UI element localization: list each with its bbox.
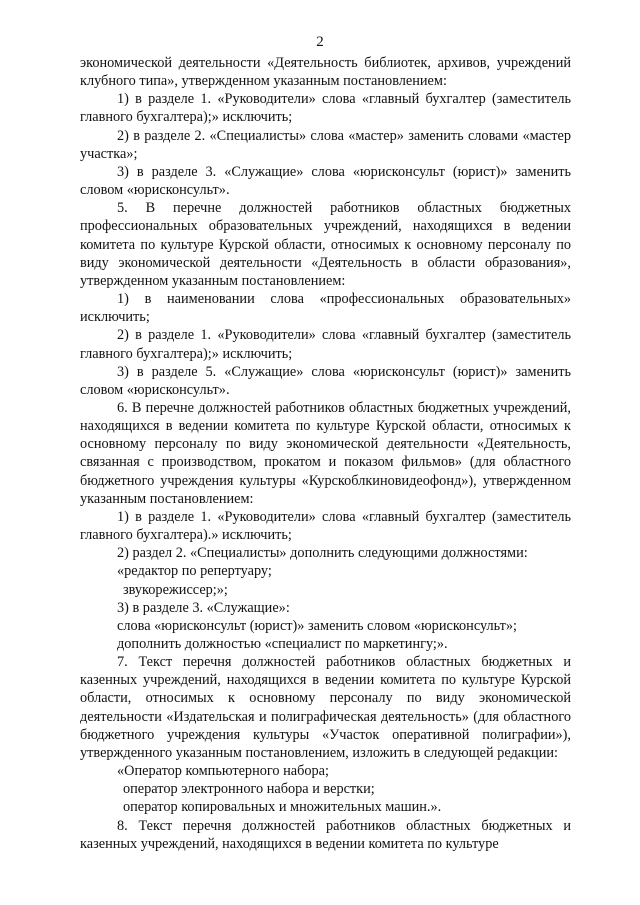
paragraph: 3) в разделе 5. «Служащие» слова «юрисконсульт (юрист)» заменить словом «юрисконсульт». — [80, 363, 571, 398]
paragraph: 2) раздел 2. «Специалисты» дополнить следующими должностями: — [117, 545, 528, 562]
paragraph: 8. Текст перечня должностей работников областных бюджетных и казенных учреждений, находящихся в ведении комитета по культуре — [80, 817, 571, 852]
paragraph: 1) в разделе 1. «Руководители» слова «главный бухгалтер (заместитель главного бухгалтера).» исключить; — [80, 508, 571, 544]
list-line: «редактор по репертуару; — [117, 563, 272, 580]
paragraph: 1) в наименовании слова «профессиональных образовательных» исключить; — [80, 291, 571, 326]
paragraph: 2) в разделе 2. «Специалисты» слова «мастер» заменить словами «мастер участка»; — [80, 127, 571, 162]
paragraph: 6. В перечне должностей работников областных бюджетных учреждений, находящихся в ведении комитета по культуре Курской области, относимых к основному персоналу по виду экономической деятельности «Деятельность, связанная с производством, прокатом и показом фильмов» (для областного бюджетного учреждения культуры «Курскоблкиновидеофонд»), утвержденном указанным постановлением: — [80, 399, 571, 507]
paragraph: 7. Текст перечня должностей работников областных бюджетных и казенных учреждений, находящихся в ведении комитета по культуре Курской области, относимых к основному персоналу по виду экономической деятельности «Издательская и полиграфическая деятельность» (для областного бюджетного учреждения культуры «Участок оперативной полиграфии»), утвержденного указанным постановлением, изложить в следующей редакции: — [80, 654, 571, 761]
paragraph: 5. В перечне должностей работников областных бюджетных профессиональных образовательных учреждений, находящихся в ведении комитета по культуре Курской области, относимых к основному персоналу по виду экономической деятельности «Деятельность в области образования», утвержденном указанным постановлением: — [80, 200, 571, 289]
paragraph: 3) в разделе 3. «Служащие» слова «юрисконсульт (юрист)» заменить словом «юрисконсульт». — [80, 163, 571, 199]
paragraph: экономической деятельности «Деятельность библиотек, архивов, учреждений клубного типа», утвержденном указанным постановлением: — [80, 55, 571, 90]
list-line: «Оператор компьютерного набора; — [117, 763, 329, 780]
page-number: 2 — [316, 34, 324, 50]
list-line: оператор копировальных и множительных машин.». — [123, 799, 442, 816]
paragraph: 3) в разделе 3. «Служащие»: — [117, 599, 290, 616]
list-line: оператор электронного набора и верстки; — [123, 781, 375, 798]
document-body — [80, 54, 571, 853]
list-line: слова «юрисконсульт (юрист)» заменить словом «юрисконсульт»; — [117, 617, 517, 634]
paragraph: 2) в разделе 1. «Руководители» слова «главный бухгалтер (заместитель главного бухгалтера);» исключить; — [80, 327, 571, 362]
list-line: звукорежиссер;»; — [123, 581, 228, 598]
paragraph: 1) в разделе 1. «Руководители» слова «главный бухгалтер (заместитель главного бухгалтера);» исключить; — [80, 91, 571, 126]
list-line: дополнить должностью «специалист по маркетингу;». — [117, 636, 448, 652]
